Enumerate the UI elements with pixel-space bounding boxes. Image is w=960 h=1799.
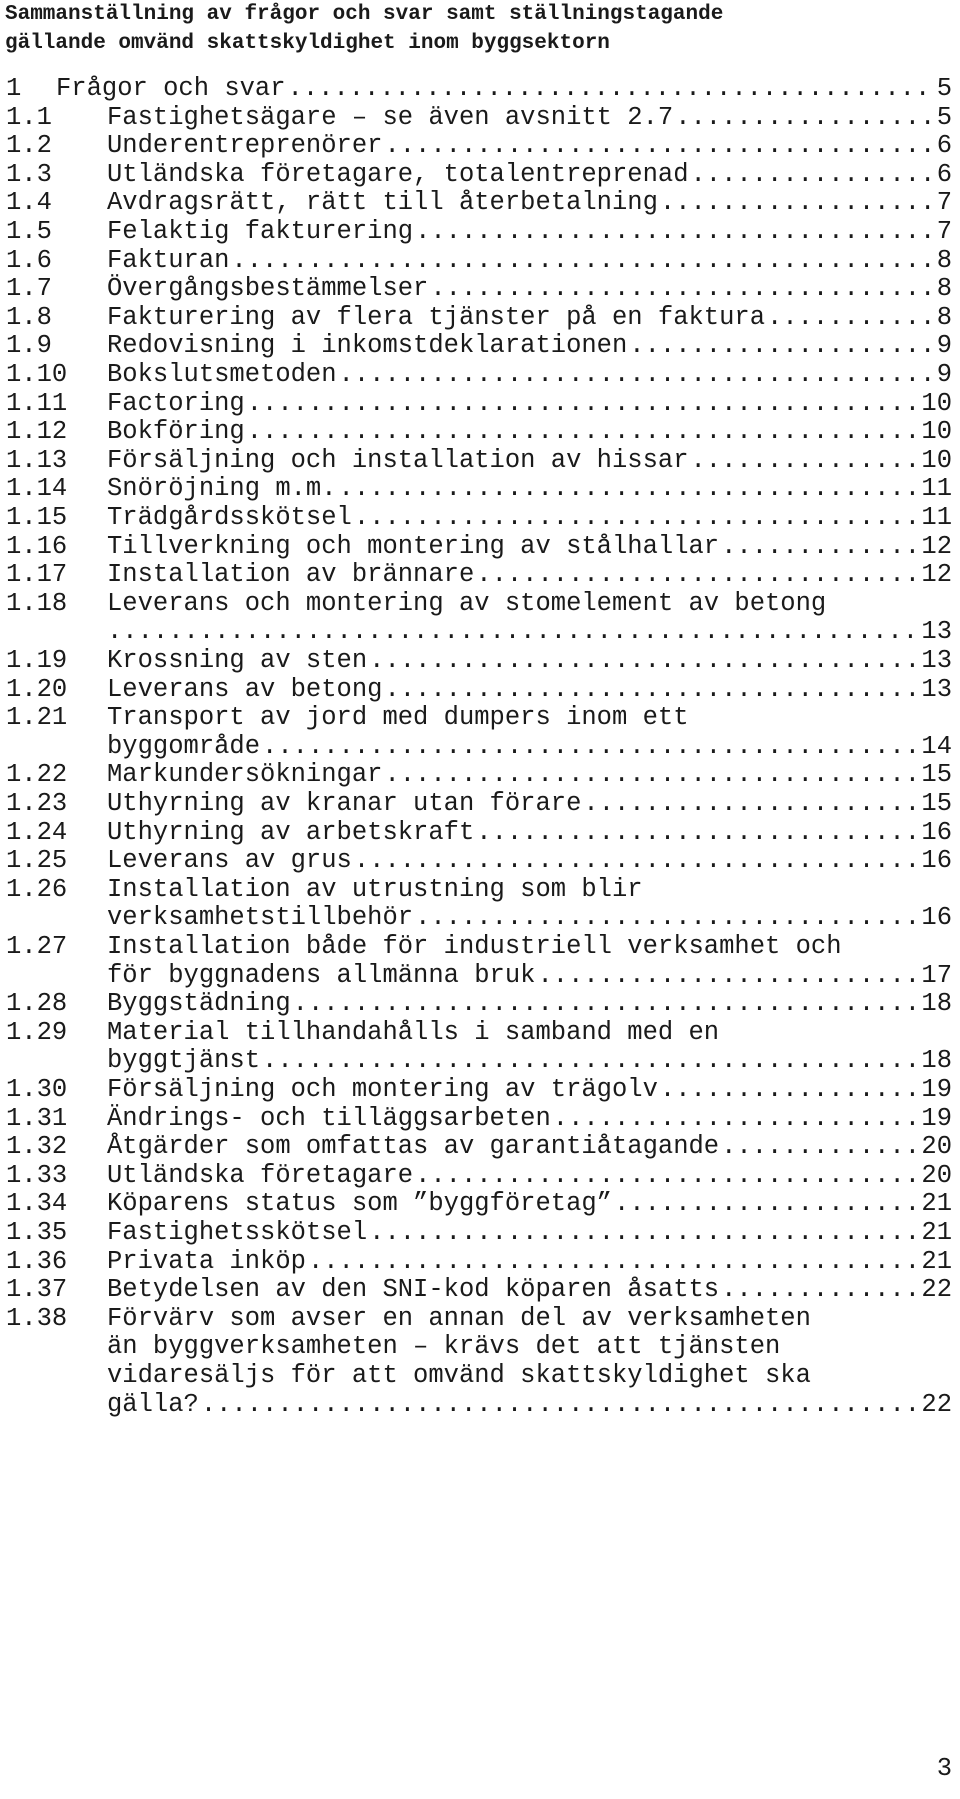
toc-entry-title: Fakturan [107,245,230,275]
toc-entry-number: 1 [6,74,22,103]
toc-entry-title: verksamhetstillbehör [107,903,414,933]
toc-entry-title: gälla? [107,1389,199,1419]
toc-entry-page: 16 [921,903,952,933]
toc-entry-page: 9 [936,331,952,361]
toc-entry-title: Köparens status som ”byggföretag” [107,1189,612,1219]
toc-entry-number: 1.30 [6,1075,68,1104]
toc-entry-title: Leverans och montering av stomelement av betong [107,588,827,618]
toc-entry-title: Underentreprenörer [107,131,383,161]
toc-entry-page: 13 [921,674,952,704]
toc-entry-title: Försäljning och installation av hissar [107,445,689,475]
toc-entry-title: Utländska företagare [107,1160,414,1190]
toc-entry-number: 1.19 [6,646,68,675]
toc-entry-title: Material tillhandahålls i samband med en [107,1017,720,1047]
toc-entry-page: 21 [921,1189,952,1219]
toc-entry-page: 16 [921,846,952,876]
toc-entry-title: Tillverkning och montering av stålhallar [107,531,720,561]
toc-entry-title: Uthyrning av kranar utan förare [107,789,582,818]
toc-entry-page: 21 [921,1246,952,1276]
toc-entry-page: 10 [921,417,952,447]
toc-entry-title: Installation både för industriell verksamhet och [107,932,842,961]
toc-entry-number: 1.6 [6,245,52,275]
toc-entry-page: 16 [921,817,952,847]
toc-entry-page: 7 [936,188,952,218]
toc-entry-number: 1.22 [6,760,68,790]
toc-entry-title: Ändrings- och tilläggsarbeten [107,1103,551,1133]
toc-entry-page: 11 [921,474,952,504]
toc-entry-title: Trädgårdsskötsel [107,503,352,532]
toc-entry-page: 8 [936,274,952,304]
toc-entry-title: Leverans av betong [107,674,383,704]
toc-entry-number: 1.37 [6,1275,68,1305]
toc-entry-title: Förvärv som avser en annan del av verksamheten [107,1303,811,1333]
toc-entry-title: Bokföring [107,417,245,447]
toc-entry-title: Redovisning i inkomstdeklarationen [107,331,628,361]
toc-entry-number: 1.38 [6,1303,68,1333]
toc-entry-title: Frågor och svar [56,74,286,103]
toc-entry-number: 1.31 [6,1103,68,1133]
toc-entry-title: Leverans av grus [107,846,352,876]
toc-entry-title: Markundersökningar [107,760,383,790]
toc-line[interactable] [107,1388,952,1421]
document-title [5,0,945,58]
toc-entry-title: Krossning av sten [107,646,368,675]
toc-entry-number: 1.7 [6,274,52,304]
toc-entry-title: för byggnadens allmänna bruk [107,960,536,990]
toc-entry-title: Installation av utrustning som blir [107,874,643,904]
toc-entry-title: Fastighetsskötsel [107,1218,368,1247]
toc-entry-page: 10 [921,388,952,418]
toc-entry-title: Transport av jord med dumpers inom ett [107,703,689,733]
toc-entry-page: 20 [921,1160,952,1190]
toc-entry-title: Bokslutsmetoden [107,360,337,389]
toc-entry-number: 1.34 [6,1189,68,1219]
toc-entry-page: 15 [921,789,952,818]
toc-entry-number: 1.23 [6,789,68,818]
toc-entry-number: 1.9 [6,331,52,361]
toc-entry-number: 1.36 [6,1246,68,1276]
toc-entry-number: 1.8 [6,302,52,332]
toc-entry-number: 1.27 [6,932,68,961]
toc-entry-number: 1.32 [6,1132,68,1162]
toc-entry-page: 19 [921,1075,952,1104]
toc-entry-page: 20 [921,1132,952,1162]
toc-entry-title: byggtjänst [107,1046,261,1076]
toc-entry-page: 11 [921,503,952,532]
toc-entry-number: 1.1 [6,102,52,132]
toc-entry-title: Snöröjning m.m. [107,474,337,504]
toc-entry-page: 13 [921,617,952,647]
toc-entry-page: 13 [921,646,952,675]
toc-entry-page: 9 [936,360,952,389]
toc-entry-number: 1.29 [6,1017,68,1047]
toc-entry-page: 21 [921,1218,952,1247]
toc-entry-title: Uthyrning av arbetskraft [107,817,475,847]
toc-entry-page: 12 [921,531,952,561]
toc-entry-title: Åtgärder som omfattas av garantiåtagande [107,1132,720,1162]
toc-entry-page: 5 [936,74,952,103]
toc-entry-page: 15 [921,760,952,790]
toc-entry-number: 1.35 [6,1218,68,1247]
toc-entry-number: 1.16 [6,531,68,561]
toc-entry-title: Fakturering av flera tjänster på en faktura [107,302,766,332]
toc-entry-title: Försäljning och montering av trägolv [107,1075,658,1104]
toc-entry-title: Avdragsrätt, rätt till återbetalning [107,188,658,218]
toc-entry-number: 1.17 [6,560,68,590]
toc-entry-page: 5 [936,102,952,132]
toc-leader-dots [201,1388,918,1421]
toc-entry-number: 1.2 [6,131,52,161]
toc-entry-page: 8 [936,245,952,275]
toc-entry-title: Byggstädning [107,989,291,1019]
toc-entry-number: 1.33 [6,1160,68,1190]
toc-entry-title: Factoring [107,388,245,418]
toc-entry-number: 1.15 [6,503,68,532]
toc-entry-number: 1.12 [6,417,68,447]
toc-entry-page: 7 [936,217,952,246]
toc-entry-title: byggområde [107,731,261,761]
toc-entry-title: Betydelsen av den SNI-kod köparen åsatts [107,1275,720,1305]
toc-entry-number: 1.18 [6,588,68,618]
toc-entry-page: 17 [921,960,952,990]
toc-entry-number: 1.25 [6,846,68,876]
toc-entry-number: 1.11 [6,388,68,418]
toc-entry-page: 14 [921,731,952,761]
toc-entry-number: 1.4 [6,188,52,218]
toc-entry-page: 18 [921,1046,952,1076]
toc-entry-number: 1.28 [6,989,68,1019]
document-title-line-2: gällande omvänd skattskyldighet inom byggsektorn [5,32,610,55]
toc-entry-title: Privata inköp [107,1246,306,1276]
toc-entry-number: 1.26 [6,874,68,904]
document-title-line-1: Sammanställning av frågor och svar samt ställningstagande [5,3,724,26]
toc-entry-title: Installation av brännare [107,560,475,590]
toc-entry-number: 1.24 [6,817,68,847]
toc-entry-page: 6 [936,159,952,189]
toc-entry-page: 10 [921,445,952,475]
toc-entry-number: 1.10 [6,360,68,389]
toc-entry-page: 19 [921,1103,952,1133]
toc-entry-page: 12 [921,560,952,590]
toc-entry-title: vidaresäljs för att omvänd skattskyldighet ska [107,1361,811,1390]
toc-entry-page: 18 [921,989,952,1019]
toc-entry-number: 1.13 [6,445,68,475]
toc-entry-number: 1.20 [6,674,68,704]
toc-entry-number: 1.14 [6,474,68,504]
toc-entry-page: 6 [936,131,952,161]
toc-entry-title: än byggverksamheten – krävs det att tjänsten [107,1332,781,1362]
toc-entry-number: 1.3 [6,159,52,189]
toc-entry-title: Fastighetsägare – se även avsnitt 2.7 [107,102,674,132]
toc-entry-page: 22 [921,1275,952,1305]
toc-entry-title: Felaktig fakturering [107,217,414,246]
toc-entry-title: Övergångsbestämmelser [107,274,429,304]
toc-entry-title: Utländska företagare, totalentreprenad [107,159,689,189]
toc-entry-page: 8 [936,302,952,332]
toc-entry-number: 1.21 [6,703,68,733]
toc-entry-page: 22 [921,1389,952,1419]
page-number: 3 [936,1754,952,1783]
toc-entry-number: 1.5 [6,217,52,246]
